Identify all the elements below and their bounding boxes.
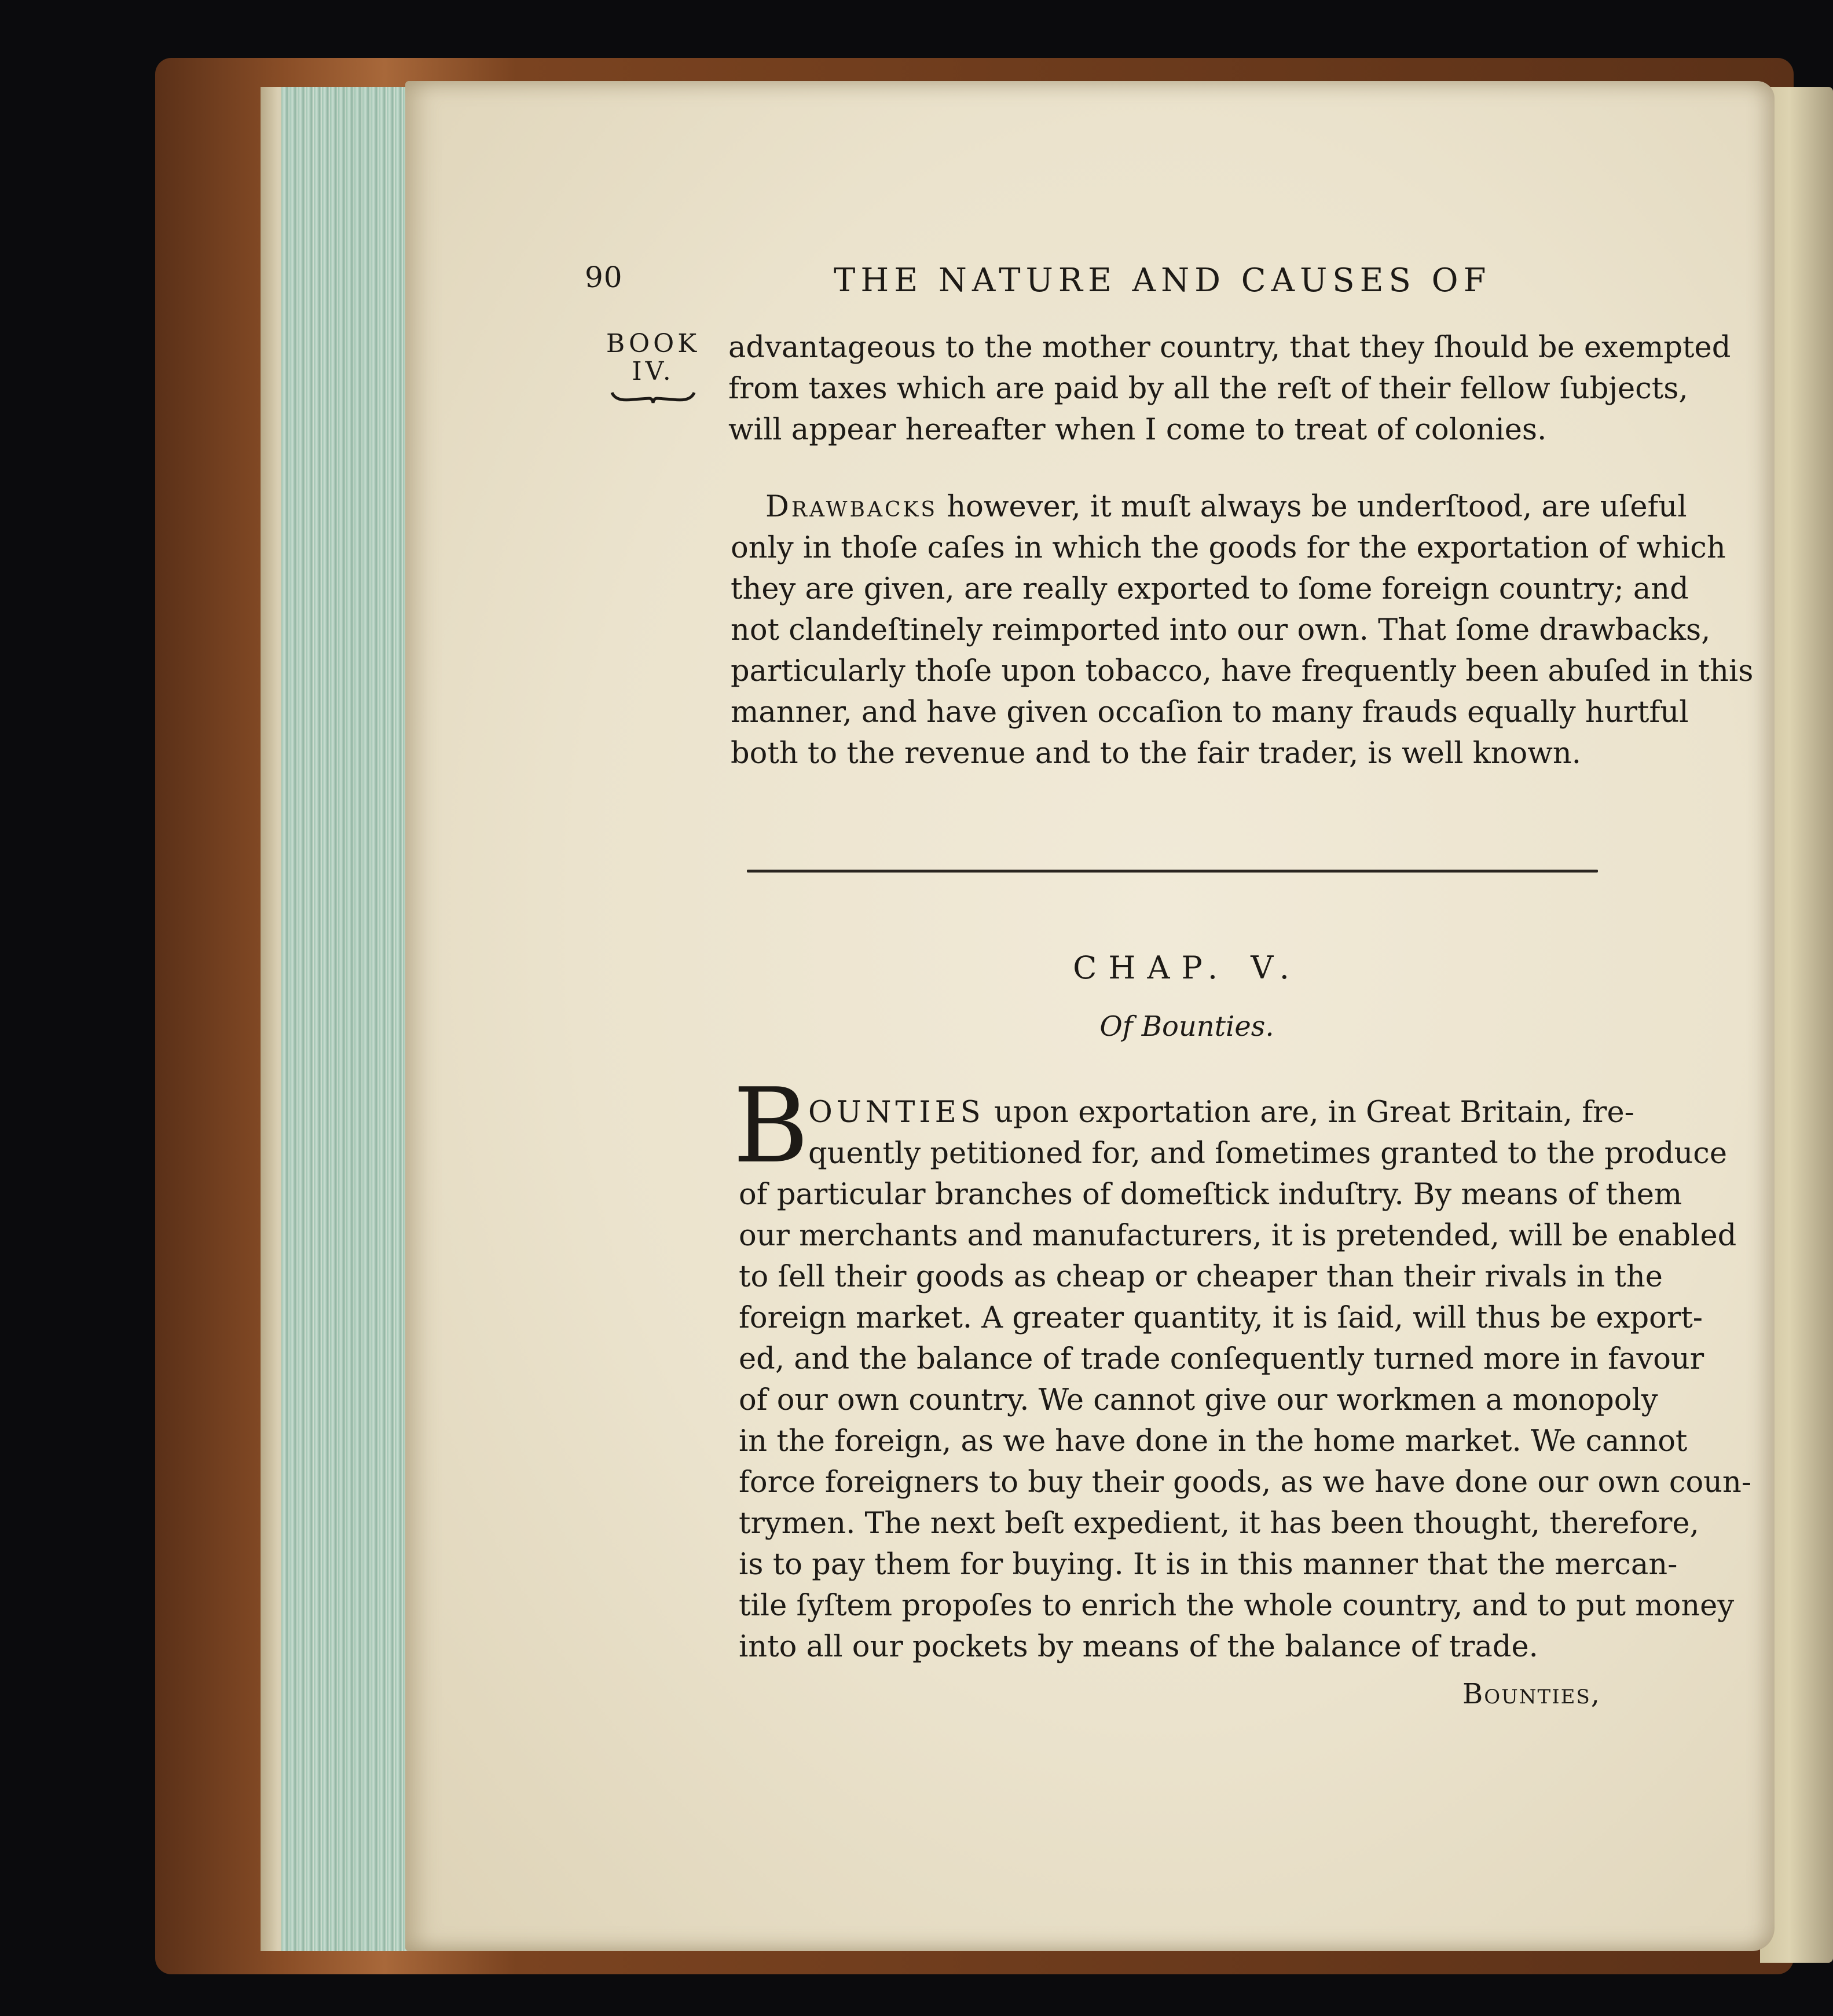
chapter-subtitle: Of Bounties. [1099,1010,1274,1043]
text-line: of our own country. We cannot give our workmen a monopoly [739,1383,1658,1417]
text-line: particularly thoſe upon tobacco, have frequently been abuſed in this [731,654,1754,688]
text-line: both to the revenue and to the fair trader, is well known. [731,736,1581,771]
text-line: from taxes which are paid by all the reſt of their fellow ſubjects, [728,372,1688,406]
margin-note-book: BOOK [606,329,701,358]
first-word-rest: OUNTIES [808,1095,985,1130]
brace-ornament [610,389,696,404]
lead-word: Drawbacks [765,490,938,524]
margin-note-volume: IV. [632,357,674,386]
text-line: tile ſyſtem propoſes to enrich the whole country, and to put money [739,1589,1735,1623]
text-line-second: quently petitioned for, and ſometimes granted to the produce [808,1137,1728,1171]
text-line: they are given, are really exported to ſome foreign country; and [731,572,1689,606]
text-line: advantageous to the mother country, that they ſhould be exempted [728,331,1731,365]
text-line: only in thoſe caſes in which the goods for the exportation of which [731,531,1726,565]
margin-note [595,330,711,404]
running-head: THE NATURE AND CAUSES OF [834,262,1491,299]
first-line-rest: upon exportation are, in Great Britain, fre- [994,1095,1634,1130]
text-line-first [731,486,1687,527]
paragraph-drawbacks [731,486,1754,774]
text-line: ed, and the balance of trade conſequently turned more in favour [739,1342,1704,1376]
text-line: force foreigners to buy their goods, as we have done our own coun- [739,1465,1752,1500]
text-line: manner, and have given occaſion to many frauds equally hurtful [731,695,1689,730]
first-line-rest: however, it muſt always be underſtood, are uſeful [947,490,1687,524]
text-line: into all our pockets by means of the balance of trade. [739,1630,1538,1664]
chapter-divider-rule [747,870,1598,873]
text-line: of particular branches of domeſtick induſtry. By means of them [739,1178,1682,1212]
paragraph-bounties [739,1092,1752,1667]
text-line-first [739,1092,1634,1133]
page-number: 90 [585,261,623,294]
text-line: will appear hereafter when I come to treat of colonies. [728,413,1547,447]
text-line: in the foreign, as we have done in the home market. We cannot [739,1424,1688,1458]
text-line: to ſell their goods as cheap or cheaper than their rivals in the [739,1260,1663,1294]
page-block-edges [278,87,415,1951]
text-line: trymen. The next beſt expedient, it has been thought, therefore, [739,1506,1699,1541]
text-line: is to pay them for buying. It is in this manner that the mercan- [739,1548,1678,1582]
paragraph-continuation [728,327,1731,450]
text-line: foreign market. A greater quantity, it is ſaid, will thus be export- [739,1301,1703,1335]
catchword: Bounties, [1462,1678,1601,1710]
chapter-title: CHAP. V. [1073,950,1301,986]
drop-cap: B [733,1066,809,1186]
text-line: our merchants and manufacturers, it is pretended, will be enabled [739,1219,1737,1253]
text-line: not clandeſtinely reimported into our own. That ſome drawbacks, [731,613,1711,647]
